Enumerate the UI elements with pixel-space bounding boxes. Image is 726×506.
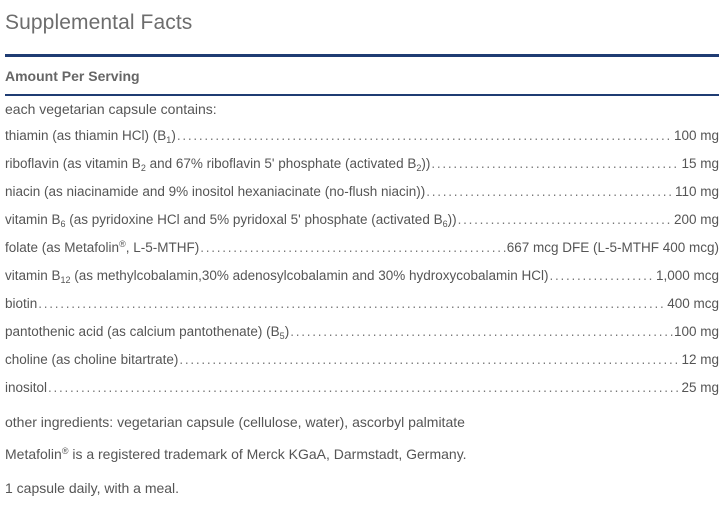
nutrient-amount: 15 mg [681,156,719,171]
leader-dots [431,156,680,171]
nutrient-amount: 12 mg [681,352,719,367]
nutrient-amount: 200 mg [673,212,719,227]
leader-dots [290,324,673,339]
nutrient-name: pantothenic acid (as calcium pantothenate) $(B_5)$ [5,324,290,341]
nutrient-list [5,128,719,408]
nutrient-row [5,324,719,352]
trademark-notice: Metafolin® is a registered trademark of Merck KGaA, Darmstadt, Germany. [5,446,467,462]
nutrient-row [5,352,719,380]
nutrient-amount: 1,000 mcg [655,268,719,283]
nutrient-name: folate (as Metafolin®, L-5-MTHF) [5,240,200,255]
nutrient-name: vitamin $B_6$ (as pyridoxine HCl and 5% pyridoxal 5' phosphate (activated $B_6$)) [5,212,457,229]
nutrient-amount: 110 mg [674,184,719,199]
nutrient-amount: 400 mcg [667,296,719,311]
nutrient-amount: 100 mg [673,128,719,143]
leader-dots [550,268,655,283]
nutrient-row [5,380,719,408]
dosage-instructions: 1 capsule daily, with a meal. [5,480,180,496]
nutrient-row [5,268,719,296]
serving-intro: each vegetarian capsule contains: [5,101,217,117]
nutrient-amount: 100 mg [673,324,719,339]
amount-per-serving-heading: Amount Per Serving [5,68,140,84]
leader-dots [48,380,680,395]
nutrient-row [5,184,719,212]
nutrient-row [5,296,719,324]
other-ingredients: other ingredients: vegetarian capsule (cellulose, water), ascorbyl palmitate [5,414,465,430]
leader-dots [200,240,506,255]
nutrient-name: inositol [5,380,48,395]
section-divider [5,94,719,96]
nutrient-row [5,128,719,156]
leader-dots [426,184,674,199]
leader-dots [458,212,673,227]
nutrient-name: vitamin $B_{12}$ (as methylcobalamin,30% adenosylcobalamin and 30% hydroxycobalamin HCl) [5,268,549,285]
nutrient-amount: 667 mcg DFE (L-5-MTHF 400 mcg) [506,240,719,255]
nutrient-name: choline (as choline bitartrate) [5,352,179,367]
nutrient-row [5,240,719,268]
page-title: Supplemental Facts [5,11,193,34]
leader-dots [177,128,673,143]
nutrient-row [5,212,719,240]
leader-dots [38,296,666,311]
leader-dots [179,352,680,367]
nutrient-name: biotin [5,296,38,311]
nutrient-amount: 25 mg [681,380,719,395]
nutrient-row [5,156,719,184]
nutrient-name: riboflavin (as vitamin $B_2$ and 67% riboflavin 5' phosphate (activated $B_2$)) [5,156,431,173]
nutrient-name: niacin (as niacinamide and 9% inositol hexaniacinate (no-flush niacin)) [5,184,426,199]
nutrient-name: thiamin (as thiamin HCl) $(B_1)$ [5,128,176,145]
header-divider [5,54,719,57]
